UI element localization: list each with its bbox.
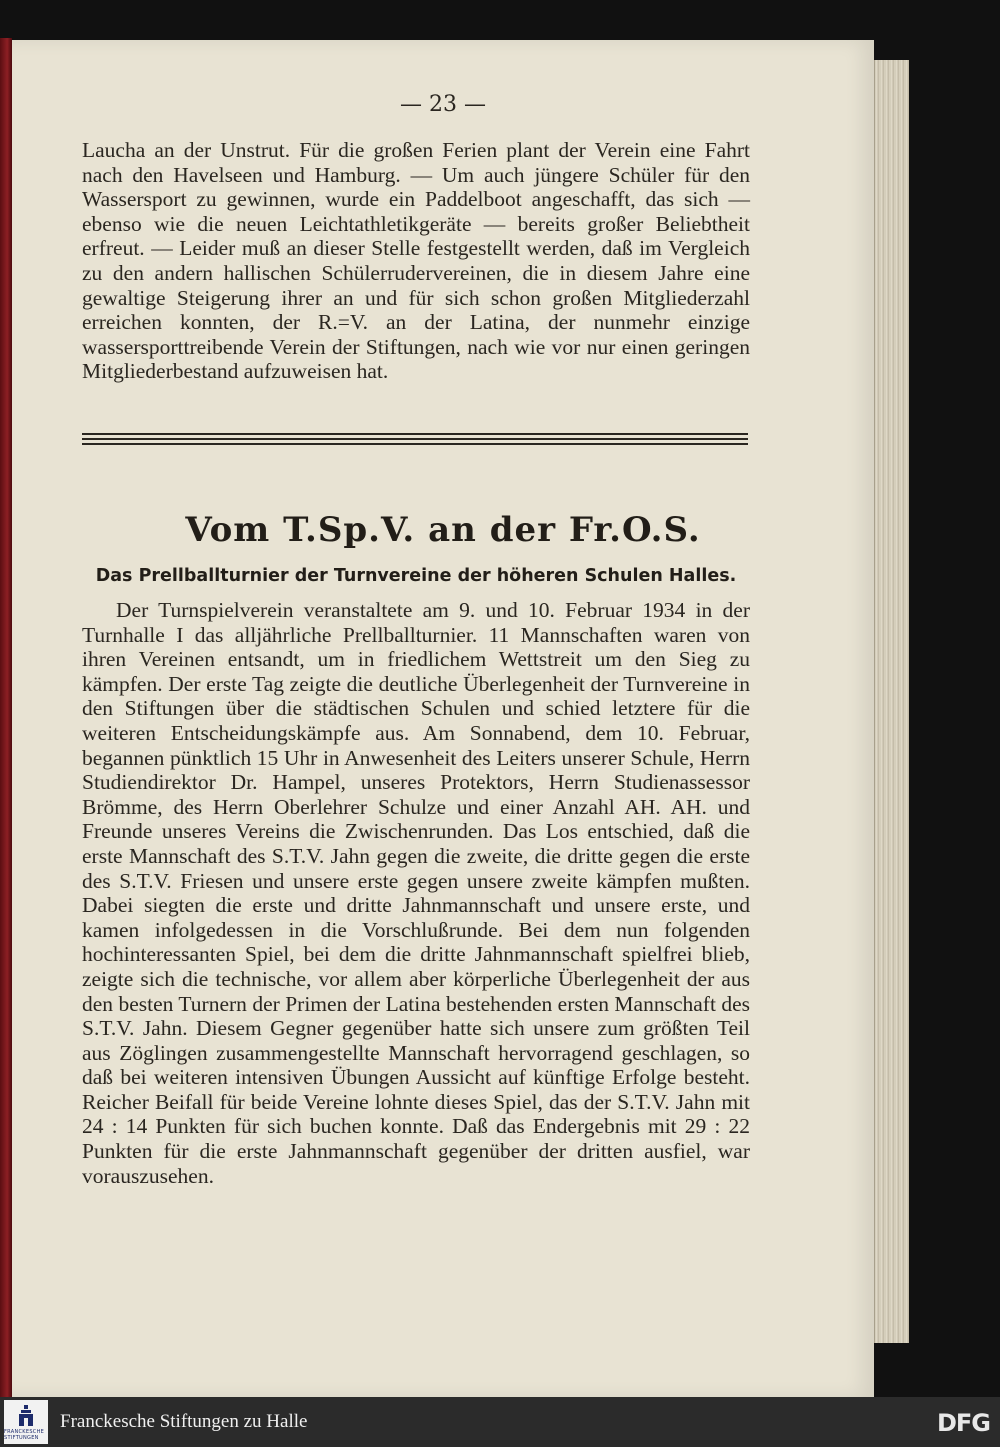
page-edges <box>874 60 909 1343</box>
section-subtitle: Das Prellballturnier der Turnvereine der höheren Schulen Halles. <box>95 566 737 586</box>
section-title: Vom T.Sp.V. an der Fr.O.S. <box>185 510 701 550</box>
francke-emblem-icon <box>16 1403 36 1429</box>
book-page <box>12 40 874 1397</box>
book-spine <box>0 38 12 1398</box>
page-number: — 23 — <box>400 92 486 117</box>
provider-name[interactable]: Franckesche Stiftungen zu Halle <box>60 1411 308 1432</box>
dfg-logo[interactable]: DFG <box>936 1409 990 1437</box>
section-divider <box>82 433 748 448</box>
footer-bar <box>0 1397 1000 1447</box>
logo-caption: FRANCKESCHE STIFTUNGEN <box>4 1429 45 1441</box>
paragraph-prellball: Der Turnspielverein veranstaltete am 9. und 10. Februar 1934 in der Turnhalle I das alljährliche Prellballturnier. 11 Mannschaften waren von ihren Vereinen entsandt, um in friedlichem Wettstreit um den Sieg zu kämpfen. Der erste Tag zeigte die deutliche Überlegenheit der Turnvereine in den Stiftungen über die städtischen Schulen und schied letztere für die weiteren Entscheidungskämpfe aus. Am Sonnabend, dem 10. Februar, begannen pünktlich 15 Uhr in Anwesenheit des Leiters unserer Schule, Herrn Studiendirektor Dr. Hampel, unseres Protektors, Herrn Studienassessor Brömme, des Herrn Oberlehrer Schulze und einer Anzahl AH. AH. und Freunde unseres Vereins die Zwischenrunden. Das Los entschied, daß die erste Mannschaft des S.T.V. Jahn gegen die zweite, die dritte gegen die erste des S.T.V. Friesen und unsere erste gegen unsere zweite kämpfen mußten. Dabei siegten die erste und dritte Jahnmannschaft und unsere erste, und kamen infolgedessen in die Vorschlußrunde. Bei dem nun folgenden hochinteressanten Spiel, bei dem die dritte Jahnmannschaft spielfrei blieb, zeigte sich die technische, vor allem aber körperliche Überlegenheit der aus den besten Turnern der Primen der Latina bestehenden ersten Mannschaft des S.T.V. Jahn. Diesem Gegner gegenüber hatte sich unsere zum größten Teil aus Zöglingen zusammengestellte Mannschaft hervorragend geschlagen, so daß bei weiteren intensiven Übungen Aussicht auf künftige Erfolge besteht. Reicher Beifall für beide Vereine lohnte dieses Spiel, das der S.T.V. Jahn mit 24 : 14 Punkten für sich buchen konnte. Daß das Endergebnis mit 29 : 22 Punkten für die erste Jahnmannschaft gegenüber der dritten ausfiel, war vorauszusehen. <box>82 598 750 1188</box>
provider-logo[interactable] <box>4 1400 48 1444</box>
paragraph-rowing: Laucha an der Unstrut. Für die großen Ferien plant der Verein eine Fahrt nach den Havelseen und Hamburg. — Um auch jüngere Schüler für den Wassersport zu gewinnen, wurde ein Paddelboot angeschafft, das sich — ebenso wie die neuen Leichtathletikgeräte — bereits großer Beliebtheit erfreut. — Leider muß an dieser Stelle festgestellt werden, daß im Vergleich zu den andern hallischen Schülerrudervereinen, die in diesem Jahre eine gewaltige Steigerung ihrer an und für sich schon großen Mitgliederzahl erreichen konnten, der R.=V. an der Latina, der nunmehr einzige wassersporttreibende Verein der Stiftungen, nach wie vor nur einen geringen Mitgliederbestand aufzuweisen hat. <box>82 138 750 384</box>
